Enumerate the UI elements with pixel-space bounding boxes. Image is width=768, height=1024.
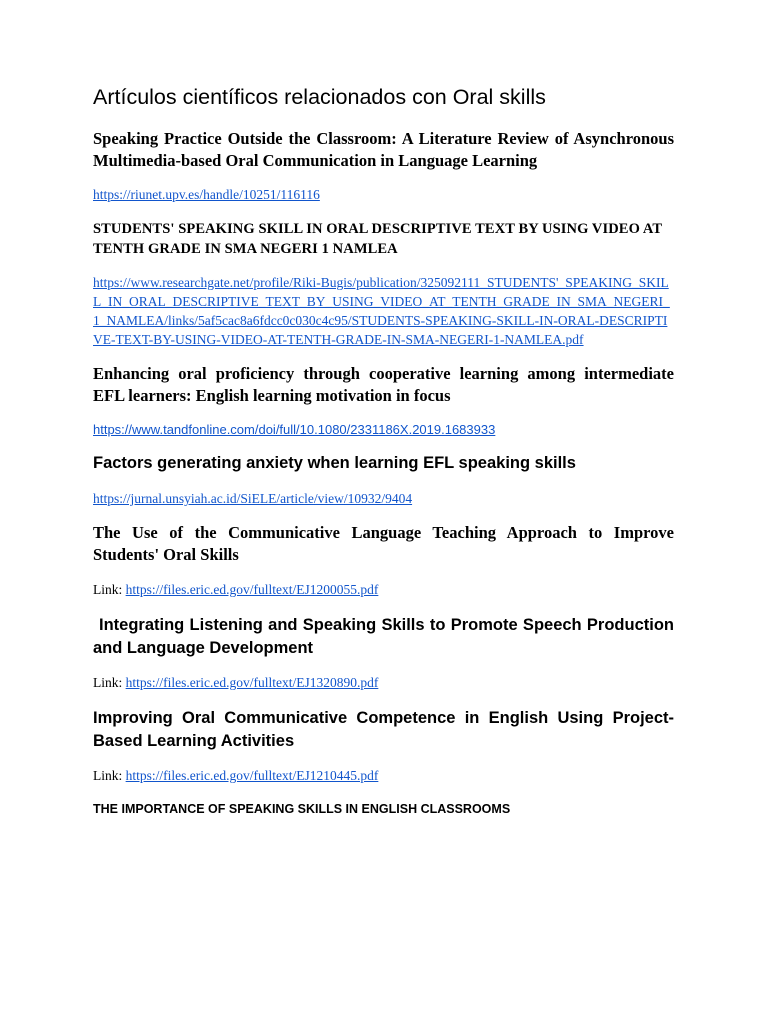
link-label-5: Link: [93,581,123,597]
article-url-3[interactable]: https://www.tandfonline.com/doi/full/10.1080/2331186X.2019.1683933 [93,421,496,437]
article-url-4[interactable]: https://jurnal.unsyiah.ac.id/SiELE/article/view/10932/9404 [93,490,413,506]
article-url-7[interactable]: https://files.eric.ed.gov/fulltext/EJ1210445.pdf [125,767,379,783]
article-title-8: THE IMPORTANCE OF SPEAKING SKILLS IN ENGLISH CLASSROOMS [93,801,511,816]
article-link-6 [93,673,674,692]
article-title-2: STUDENTS' SPEAKING SKILL IN ORAL DESCRIPTIVE TEXT BY USING VIDEO AT TENTH GRADE IN SMA NEGERI 1 NAMLEA [93,220,662,257]
article-title-5: The Use of the Communicative Language Teaching Approach to Improve Students' Oral Skills [93,522,674,564]
document-page [93,84,674,818]
article-link-3 [93,420,674,439]
article-title-4: Factors generating anxiety when learning EFL speaking skills [93,453,576,472]
article-link-7 [93,766,674,785]
link-label-7: Link: [93,767,123,783]
article-url-6[interactable]: https://files.eric.ed.gov/fulltext/EJ1320890.pdf [125,674,379,690]
article-url-5[interactable]: https://files.eric.ed.gov/fulltext/EJ1200055.pdf [125,581,379,597]
article-title-1: Speaking Practice Outside the Classroom: A Literature Review of Asynchronous Multimedia-based Oral Communication in Language Learning [93,128,674,170]
article-link-5 [93,580,674,599]
article-link-4 [93,489,674,508]
article-link-2 [93,273,674,349]
article-title-7: Improving Oral Communicative Competence in English Using Project-Based Learning Activities [93,708,674,750]
article-title-6: Integrating Listening and Speaking Skills to Promote Speech Production and Language Development [93,615,674,657]
article-link-1 [93,185,674,204]
article-url-2[interactable]: https://www.researchgate.net/profile/Riki-Bugis/publication/325092111_STUDENTS'_SPEAKING_SKILL_IN_ORAL_DESCRIPTIVE_TEXT_BY_USING_VIDEO_AT_TENTH_GRADE_IN_SMA_NEGERI_1_NAMLEA/links/5af5cac8a6fdcc0c030c4c95/STUDENTS-SPEAKING-SKILL-IN-ORAL-DESCRIPTIVE-TEXT-BY-USING-VIDEO-AT-TENTH-GRADE-IN-SMA-NEGERI-1-NAMLEA.pdf [93,274,670,347]
link-label-6: Link: [93,674,123,690]
article-url-1[interactable]: https://riunet.upv.es/handle/10251/116116 [93,186,320,202]
page-title: Artículos científicos relacionados con Oral skills [93,85,546,109]
article-title-3: Enhancing oral proficiency through cooperative learning among intermediate EFL learners: English learning motivation in focus [93,363,674,405]
